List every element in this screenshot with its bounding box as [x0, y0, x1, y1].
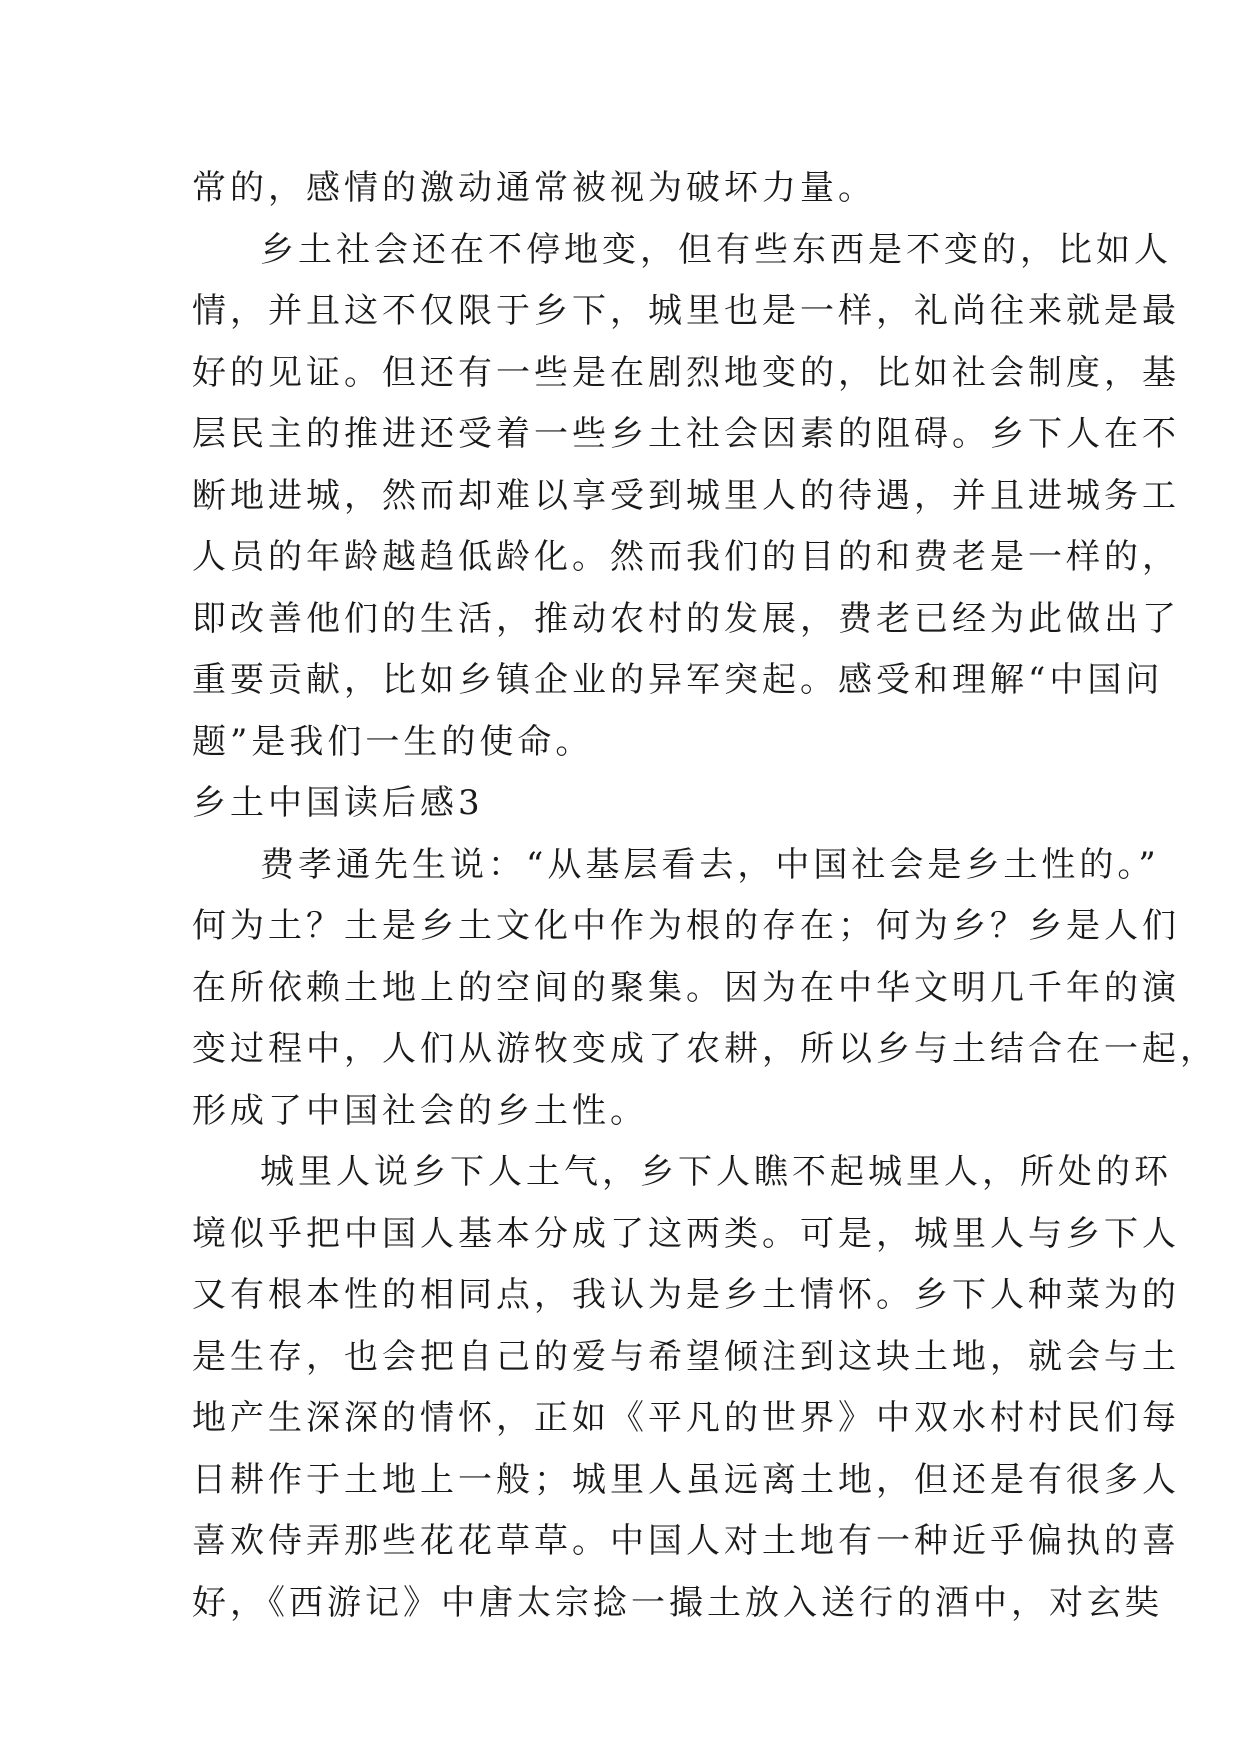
text-line: 重要贡献，比如乡镇企业的异军突起。感受和理解“中国问 — [192, 660, 1164, 700]
text-line: 好的见证。但还有一些是在剧烈地变的，比如社会制度，基 — [192, 352, 1180, 393]
text-line: 人员的年龄越趋低龄化。然而我们的目的和费老是一样的， — [192, 537, 1180, 577]
text-line: 乡土社会还在不停地变，但有些东西是不变的，比如人 — [260, 229, 1172, 270]
text-line: 费孝通先生说：“从基层看去，中国社会是乡土性的。” — [260, 844, 1160, 885]
text-line: 何为土？土是乡土文化中作为根的存在；何为乡？乡是人们 — [192, 906, 1180, 946]
document-body — [192, 158, 1218, 1634]
text-line: 常的，感情的激动通常被视为破坏力量。 — [192, 168, 876, 208]
section-heading: 乡土中国读后感3 — [192, 783, 484, 823]
text-line: 是生存，也会把自己的爱与希望倾注到这块土地，就会与土 — [192, 1336, 1180, 1377]
text-line: 变过程中，人们从游牧变成了农耕，所以乡与土结合在一起， — [192, 1029, 1218, 1069]
text-line: 断地进城，然而却难以享受到城里人的待遇，并且进城务工 — [192, 475, 1180, 516]
text-line: 即改善他们的生活，推动农村的发展，费老已经为此做出了 — [192, 598, 1180, 639]
text-line: 又有根本性的相同点，我认为是乡土情怀。乡下人种菜为的 — [192, 1275, 1180, 1315]
text-line: 喜欢侍弄那些花花草草。中国人对土地有一种近乎偏执的喜 — [192, 1521, 1180, 1561]
text-line: 境似乎把中国人基本分成了这两类。可是，城里人与乡下人 — [192, 1213, 1180, 1254]
text-line: 情，并且这不仅限于乡下，城里也是一样，礼尚往来就是最 — [192, 291, 1180, 331]
text-line: 日耕作于土地上一般；城里人虽远离土地，但还是有很多人 — [192, 1459, 1180, 1500]
text-line: 在所依赖土地上的空间的聚集。因为在中华文明几千年的演 — [192, 967, 1180, 1008]
text-line: 形成了中国社会的乡土性。 — [192, 1090, 648, 1131]
text-line: 地产生深深的情怀，正如《平凡的世界》中双水村村民们每 — [192, 1398, 1180, 1438]
text-line: 题”是我们一生的使命。 — [192, 721, 594, 762]
text-line: 城里人说乡下人土气，乡下人瞧不起城里人，所处的环 — [260, 1152, 1172, 1192]
text-line: 好，《西游记》中唐太宗捻一撮土放入送行的酒中，对玄奘 — [192, 1582, 1163, 1623]
text-line: 层民主的推进还受着一些乡土社会因素的阻碍。乡下人在不 — [192, 414, 1180, 454]
